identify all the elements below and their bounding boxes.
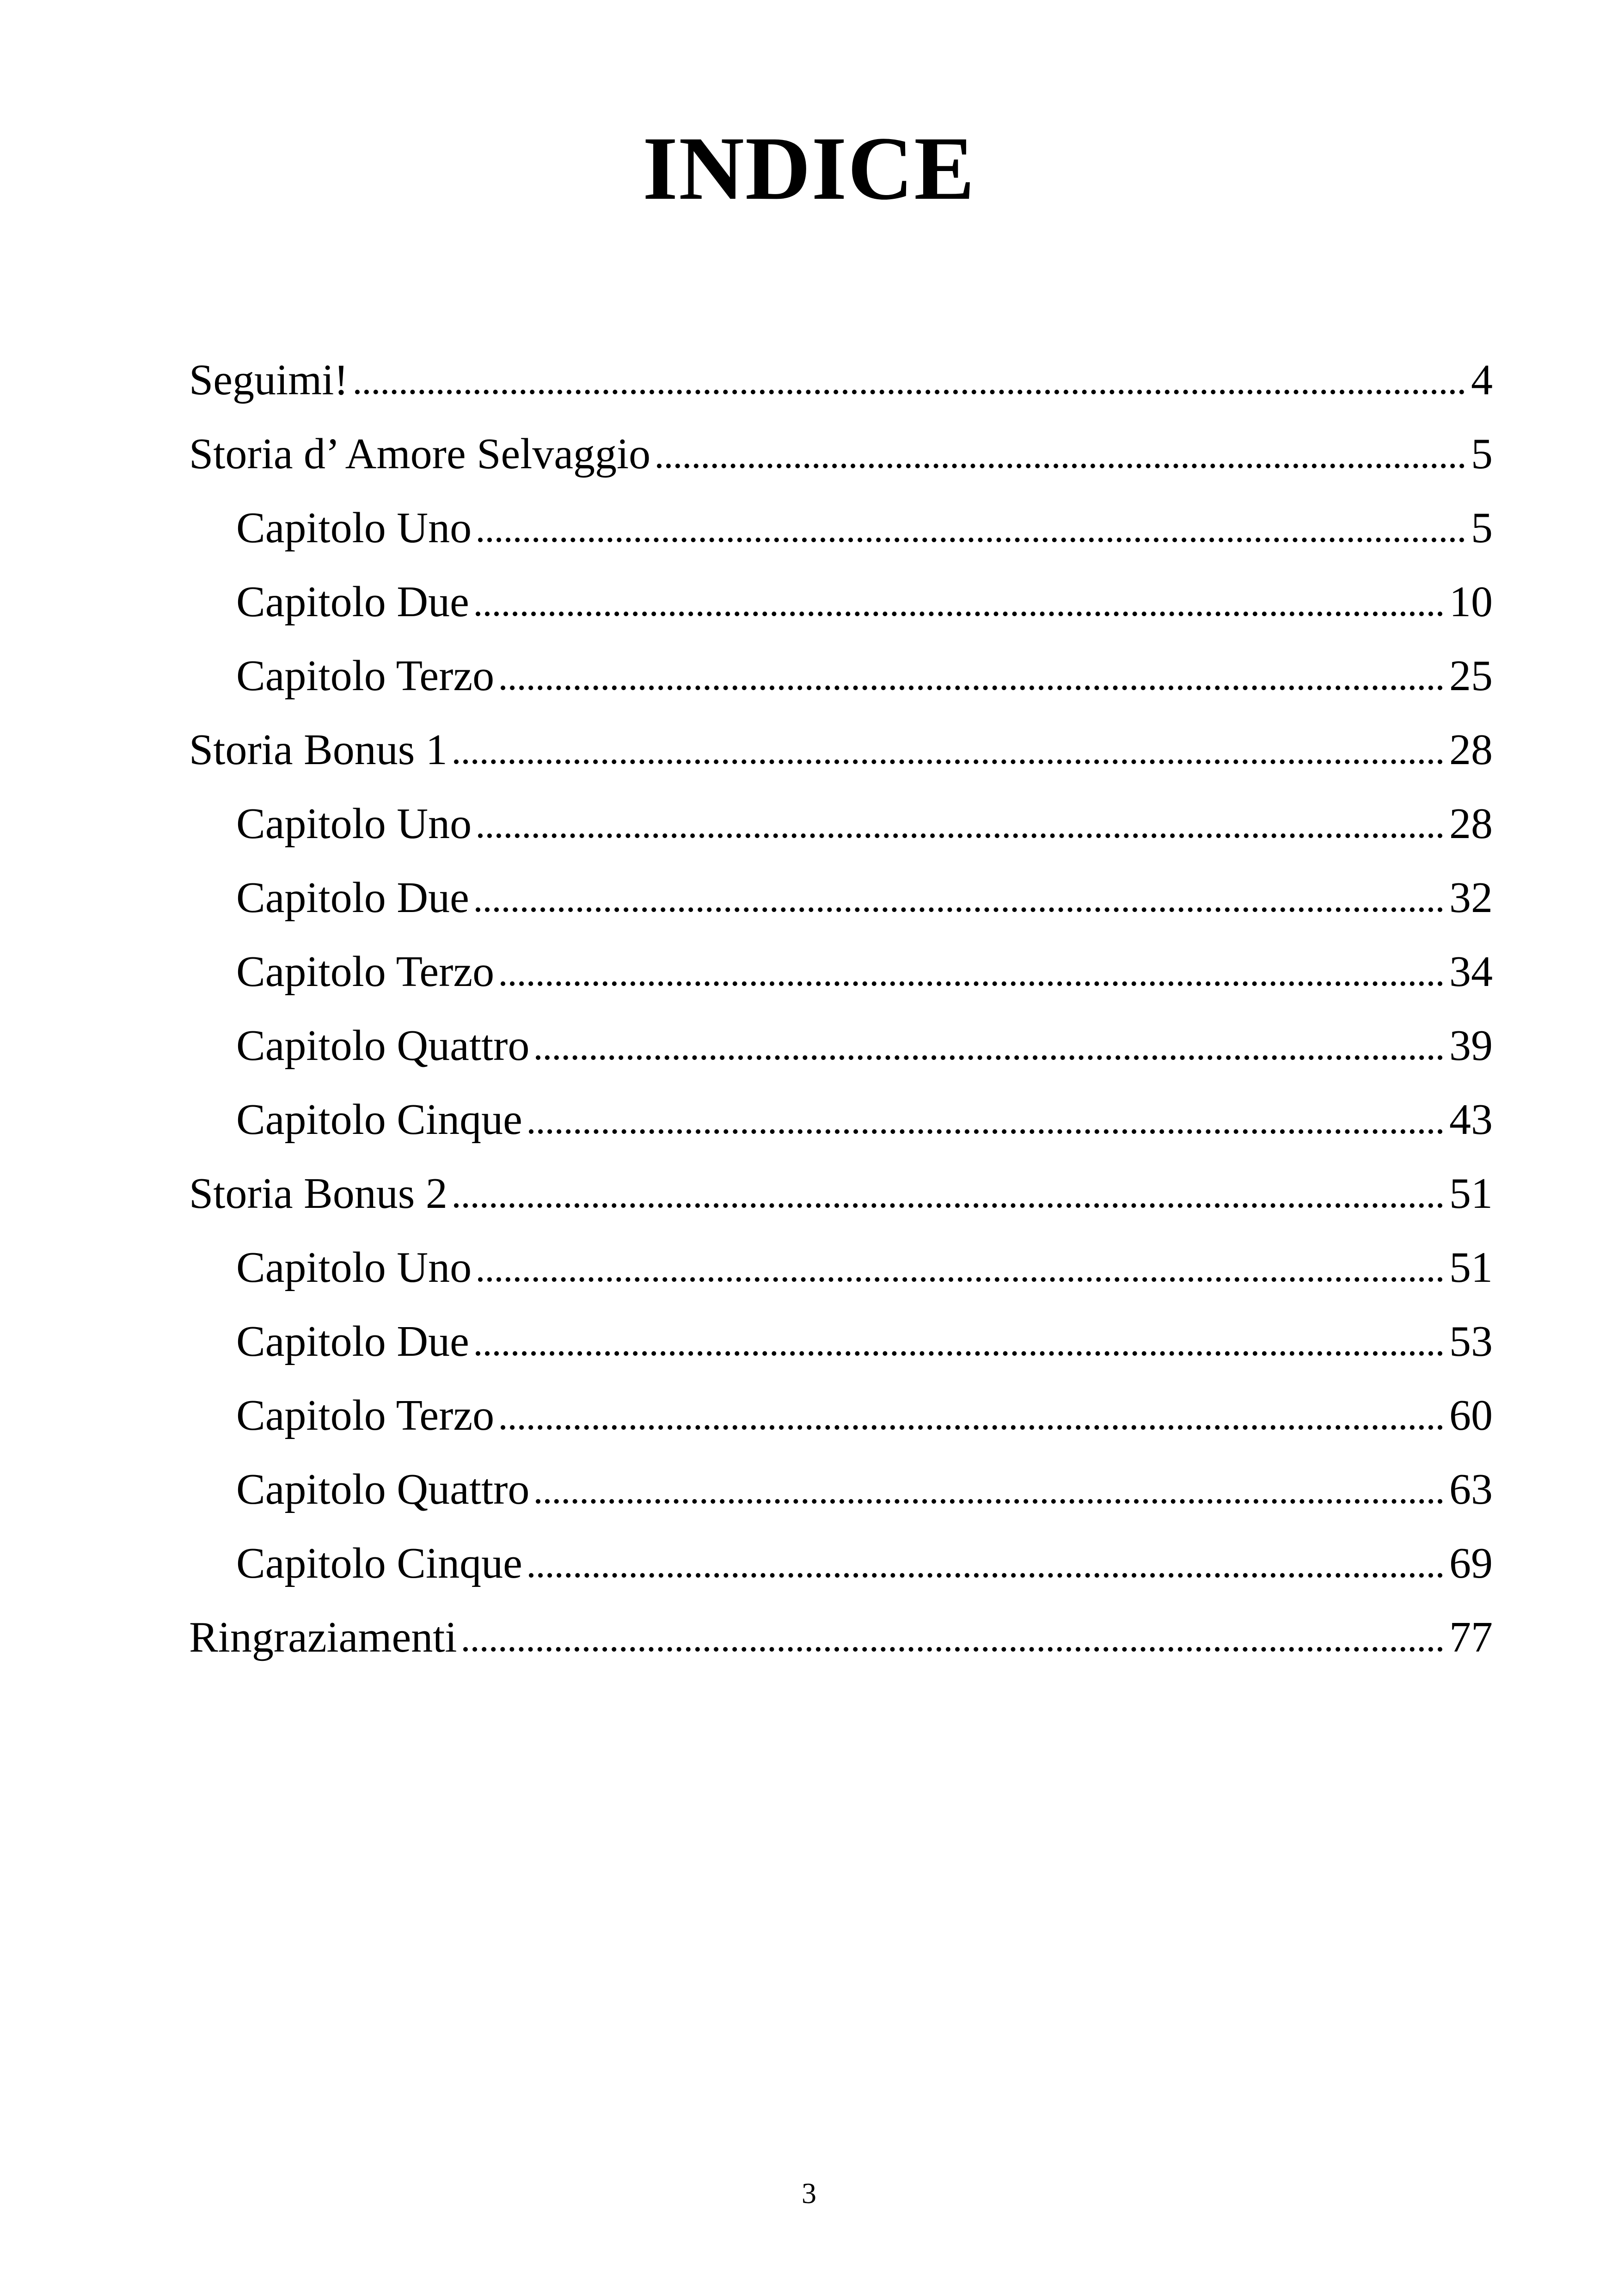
toc-entry[interactable]	[189, 1452, 1493, 1526]
toc-dot-leader	[529, 1129, 1443, 1134]
toc-dot-leader	[478, 833, 1443, 838]
toc-entry-page: 5	[1471, 430, 1493, 478]
toc-dot-leader	[501, 1425, 1443, 1430]
toc-entry-page: 69	[1449, 1539, 1493, 1587]
toc-entry-label: Storia Bonus 1	[189, 726, 447, 774]
toc-entry-label: Capitolo Uno	[236, 800, 472, 848]
page-title: INDICE	[643, 118, 975, 219]
toc-entry[interactable]	[189, 861, 1493, 935]
page-number: 3	[802, 2177, 816, 2210]
toc-entry-label: Capitolo Due	[236, 578, 469, 626]
toc-entry-label: Ringraziamenti	[189, 1613, 457, 1661]
toc-entry-page: 5	[1471, 504, 1493, 552]
toc-entry[interactable]	[189, 713, 1493, 787]
toc-entry[interactable]	[189, 491, 1493, 565]
toc-entry[interactable]	[189, 1083, 1493, 1157]
toc-entry-label: Storia d’ Amore Selvaggio	[189, 430, 651, 478]
toc-dot-leader	[476, 907, 1443, 912]
toc-entry[interactable]	[189, 1304, 1493, 1378]
toc-dot-leader	[454, 1203, 1443, 1208]
toc-entry[interactable]	[189, 639, 1493, 713]
toc-entry-label: Capitolo Uno	[236, 1243, 472, 1292]
toc-entry-label: Capitolo Due	[236, 874, 469, 922]
toc-entry[interactable]	[189, 417, 1493, 491]
toc-entry-page: 28	[1449, 800, 1493, 848]
toc-entry-page: 53	[1449, 1317, 1493, 1365]
toc-entry-page: 28	[1449, 726, 1493, 774]
toc-dot-leader	[463, 1647, 1443, 1652]
toc-entry-page: 25	[1449, 652, 1493, 700]
toc-dot-leader	[478, 1277, 1443, 1282]
toc-dot-leader	[501, 981, 1443, 986]
toc-entry-page: 4	[1471, 356, 1493, 404]
toc-entry-page: 34	[1449, 948, 1493, 996]
toc-entry-label: Seguimi!	[189, 356, 349, 404]
toc-dot-leader	[536, 1055, 1443, 1060]
toc-entry-label: Capitolo Cinque	[236, 1539, 522, 1587]
toc-entry-label: Capitolo Due	[236, 1317, 469, 1365]
toc-entry-page: 43	[1449, 1096, 1493, 1144]
toc-entry-page: 10	[1449, 578, 1493, 626]
toc-entry[interactable]	[189, 565, 1493, 639]
toc-entry-page: 39	[1449, 1022, 1493, 1070]
toc-entry-label: Capitolo Quattro	[236, 1022, 530, 1070]
toc-entry-label: Capitolo Terzo	[236, 652, 495, 700]
toc-dot-leader	[529, 1573, 1443, 1578]
toc-entry-page: 51	[1449, 1243, 1493, 1292]
toc-entry[interactable]	[189, 1526, 1493, 1600]
toc-entry[interactable]	[189, 1231, 1493, 1304]
toc-dot-leader	[657, 464, 1465, 468]
toc-dot-leader	[476, 1351, 1443, 1356]
toc-entry[interactable]	[189, 1600, 1493, 1674]
toc-entry[interactable]	[189, 1009, 1493, 1083]
toc-dot-leader	[476, 612, 1443, 616]
toc-dot-leader	[355, 390, 1465, 394]
toc-entry[interactable]	[189, 343, 1493, 417]
toc-entry-page: 77	[1449, 1613, 1493, 1661]
toc-entry-label: Capitolo Terzo	[236, 948, 495, 996]
toc-entry-page: 60	[1449, 1391, 1493, 1439]
toc-dot-leader	[478, 538, 1465, 542]
toc-entry[interactable]	[189, 1157, 1493, 1231]
toc-dot-leader	[501, 686, 1443, 690]
toc-entry-page: 32	[1449, 874, 1493, 922]
toc-entry-label: Capitolo Terzo	[236, 1391, 495, 1439]
toc-entry-label: Capitolo Uno	[236, 504, 472, 552]
toc-entry-label: Capitolo Quattro	[236, 1465, 530, 1513]
toc-entry[interactable]	[189, 787, 1493, 861]
toc-entry-label: Storia Bonus 2	[189, 1169, 447, 1218]
toc-dot-leader	[454, 759, 1443, 764]
toc-entry[interactable]	[189, 1378, 1493, 1452]
table-of-contents	[189, 343, 1493, 1674]
toc-entry-label: Capitolo Cinque	[236, 1096, 522, 1144]
toc-entry[interactable]	[189, 935, 1493, 1009]
toc-entry-page: 51	[1449, 1169, 1493, 1218]
toc-entry-page: 63	[1449, 1465, 1493, 1513]
toc-dot-leader	[536, 1499, 1443, 1504]
